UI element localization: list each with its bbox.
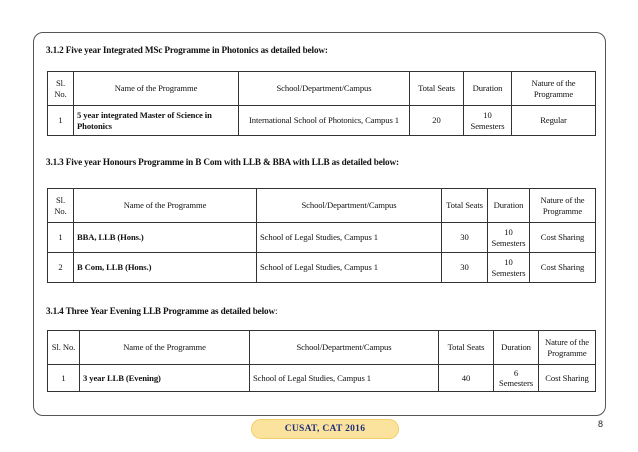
table-row	[48, 223, 596, 253]
cell-total-seats: 40	[439, 365, 494, 392]
table-photonics	[47, 71, 596, 136]
section-heading-3-1-3: 3.1.3 Five year Honours Programme in B Com with LLB & BBA with LLB as detailed below:	[46, 157, 399, 167]
cell-duration: 10 Semesters	[488, 223, 530, 253]
table-row	[48, 365, 596, 392]
col-sl-no: Sl. No.	[48, 189, 74, 223]
cell-nature: Cost Sharing	[530, 223, 596, 253]
cell-duration: 10 Semesters	[464, 106, 512, 136]
table-evening-llb	[47, 330, 596, 392]
table-row	[48, 253, 596, 283]
table-row	[48, 106, 596, 136]
footer-badge: CUSAT, CAT 2016	[251, 419, 399, 439]
table-header-row	[48, 189, 596, 223]
col-sl-no: Sl. No.	[48, 72, 74, 106]
table-header-row	[48, 72, 596, 106]
col-school: School/Department/Campus	[250, 331, 439, 365]
col-total-seats: Total Seats	[442, 189, 488, 223]
cell-nature: Cost Sharing	[539, 365, 596, 392]
col-nature: Nature of the Programme	[512, 72, 596, 106]
col-school: School/Department/Campus	[239, 72, 410, 106]
col-total-seats: Total Seats	[410, 72, 464, 106]
cell-school: School of Legal Studies, Campus 1	[257, 223, 442, 253]
col-nature: Nature of the Programme	[530, 189, 596, 223]
cell-total-seats: 30	[442, 223, 488, 253]
section-heading-text: 3.1.4 Three Year Evening LLB Programme as detailed below	[46, 306, 275, 316]
table-header-row	[48, 331, 596, 365]
table-honours-law	[47, 188, 596, 283]
cell-sl-no: 1	[48, 365, 80, 392]
section-heading-3-1-2: 3.1.2 Five year Integrated MSc Programme in Photonics as detailed below:	[46, 45, 328, 55]
cell-sl-no: 1	[48, 223, 74, 253]
cell-nature: Cost Sharing	[530, 253, 596, 283]
col-nature: Nature of the Programme	[539, 331, 596, 365]
section-heading-3-1-4	[46, 306, 277, 316]
cell-programme-name: 3 year LLB (Evening)	[80, 365, 250, 392]
cell-duration: 6 Semesters	[494, 365, 539, 392]
col-sl-no: Sl. No.	[48, 331, 80, 365]
cell-total-seats: 30	[442, 253, 488, 283]
col-school: School/Department/Campus	[257, 189, 442, 223]
section-heading-colon: :	[274, 306, 278, 316]
cell-school: School of Legal Studies, Campus 1	[257, 253, 442, 283]
page-number: 8	[598, 419, 604, 429]
col-programme-name: Name of the Programme	[80, 331, 250, 365]
col-programme-name: Name of the Programme	[74, 189, 257, 223]
col-duration: Duration	[494, 331, 539, 365]
col-duration: Duration	[464, 72, 512, 106]
cell-programme-name: B Com, LLB (Hons.)	[74, 253, 257, 283]
cell-duration: 10 Semesters	[488, 253, 530, 283]
cell-sl-no: 1	[48, 106, 74, 136]
col-total-seats: Total Seats	[439, 331, 494, 365]
cell-school: School of Legal Studies, Campus 1	[250, 365, 439, 392]
col-programme-name: Name of the Programme	[74, 72, 239, 106]
cell-sl-no: 2	[48, 253, 74, 283]
cell-nature: Regular	[512, 106, 596, 136]
cell-school: International School of Photonics, Campus 1	[239, 106, 410, 136]
cell-programme-name: 5 year integrated Master of Science in Photonics	[74, 106, 239, 136]
col-duration: Duration	[488, 189, 530, 223]
cell-total-seats: 20	[410, 106, 464, 136]
cell-programme-name: BBA, LLB (Hons.)	[74, 223, 257, 253]
